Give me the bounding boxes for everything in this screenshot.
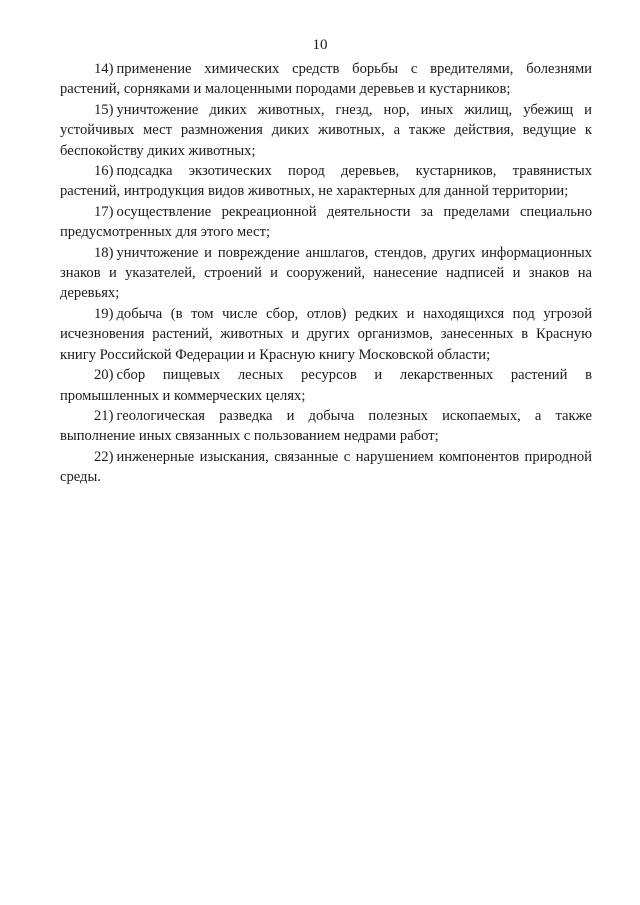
list-item xyxy=(60,365,592,406)
page-number: 10 xyxy=(312,37,328,53)
item-text: применение химических средств борьбы с вредителями, болезнями растений, сорняками и малоценными породами деревьев и кустарников; xyxy=(60,61,592,98)
item-number: 20) xyxy=(94,367,114,384)
item-number: 19) xyxy=(94,305,114,322)
item-text: подсадка экзотических пород деревьев, кустарников, травянистых растений, интродукция видов животных, не характерных для данной территории; xyxy=(60,163,592,200)
list-item xyxy=(60,243,592,304)
list-item xyxy=(60,59,592,100)
item-number: 17) xyxy=(94,203,114,220)
list-item xyxy=(60,406,592,447)
list-item xyxy=(60,304,592,365)
item-number: 18) xyxy=(94,244,114,261)
item-text: инженерные изыскания, связанные с нарушением компонентов природной среды. xyxy=(60,448,592,486)
item-number: 22) xyxy=(94,448,114,465)
list-item xyxy=(60,161,592,202)
item-number: 15) xyxy=(94,101,114,118)
item-number: 21) xyxy=(94,407,114,424)
item-text: сбор пищевых лесных ресурсов и лекарственных растений в промышленных и коммерческих целях; xyxy=(60,367,592,404)
item-text: добыча (в том числе сбор, отлов) редких и находящихся под угрозой исчезновения растений, животных и других организмов, занесенных в Красную книгу Российской Федерации и Красную книгу Московской области; xyxy=(60,305,592,363)
item-text: уничтожение и повреждение аншлагов, стендов, других информационных знаков и указателей, строений и сооружений, нанесение надписей и знаков на деревьях; xyxy=(60,244,592,302)
item-text: уничтожение диких животных, гнезд, нор, иных жилищ, убежищ и устойчивых мест размножения диких животных, а также действия, ведущие к беспокойству диких животных; xyxy=(60,101,592,159)
item-text: геологическая разведка и добыча полезных ископаемых, а также выполнение иных связанных с пользованием недрами работ; xyxy=(60,407,592,445)
item-number: 16) xyxy=(94,163,114,180)
item-text: осуществление рекреационной деятельности за пределами специально предусмотренных для этого мест; xyxy=(60,203,592,241)
list-item xyxy=(60,447,592,488)
list-item xyxy=(60,100,592,161)
prohibitions-list xyxy=(60,59,592,488)
list-item xyxy=(60,202,592,243)
item-number: 14) xyxy=(94,61,114,77)
